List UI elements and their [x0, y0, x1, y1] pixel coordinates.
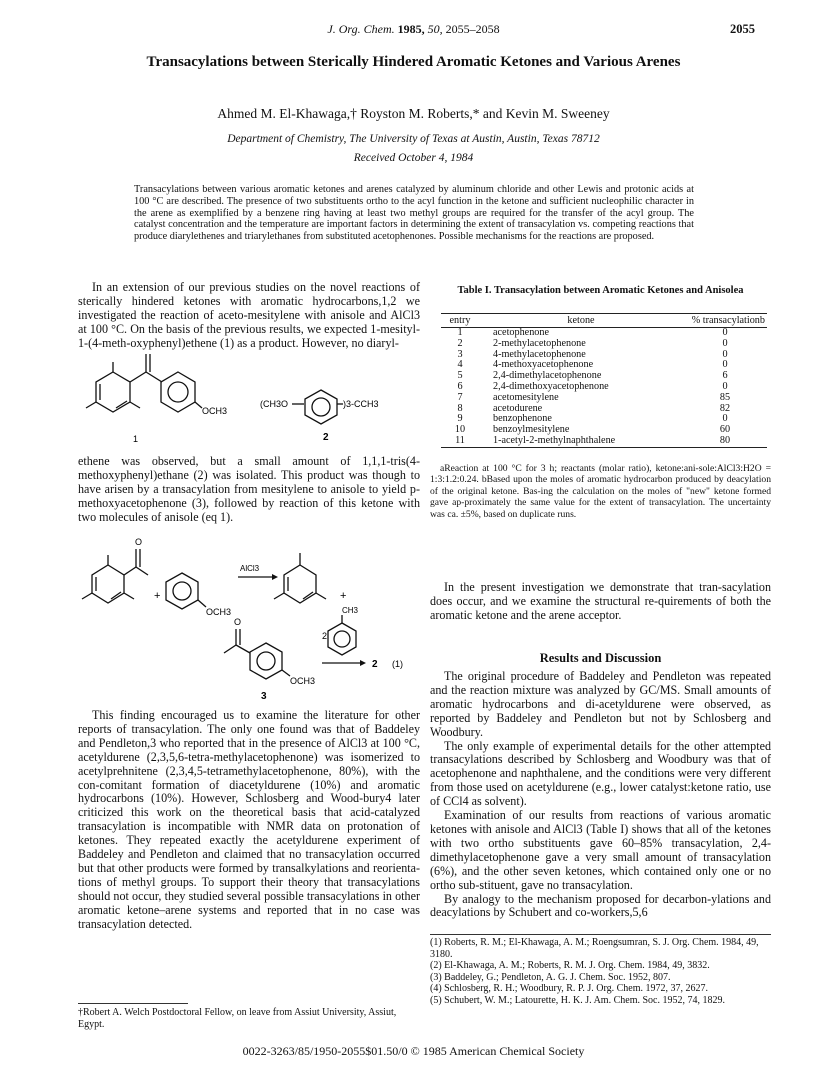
journal-name: J. Org. Chem.: [327, 22, 395, 36]
table-row: 9 benzophenone 0: [457, 413, 728, 425]
table-row: 6 2,4-dimethoxyacetophenone 0: [457, 380, 728, 392]
ketone-3-drawing: [224, 629, 290, 679]
abstract: [134, 184, 694, 243]
table-row: 5 2,4-dimethylacetophenone 6: [457, 370, 728, 382]
journal-volume: 50,: [427, 22, 443, 36]
table-row: 10 benzoylmesitylene 60: [454, 424, 731, 436]
reference-item: (4) Schlosberg, R. H.; Woodbury, R. P. J. Org. Chem. 1972, 37, 2627.: [430, 983, 708, 995]
ketone-3-label: 3: [261, 691, 267, 702]
ketone-3-substituent: OCH3: [290, 676, 316, 686]
structures-1-2: [78, 350, 420, 450]
journal-citation: [0, 22, 827, 37]
author-list: Ahmed M. El-Khawaga,† Royston M. Roberts,* and Kevin M. Sweeney: [217, 106, 610, 121]
equation-product: 2: [372, 659, 378, 670]
anisole-drawing: [166, 573, 206, 609]
header-transacylation: % transacylationb: [683, 314, 767, 328]
left-paragraph-3: [78, 709, 420, 932]
equation-number: (1): [392, 659, 403, 669]
toluene-coefficient: 2: [322, 631, 328, 641]
eq-plus-2: +: [340, 590, 347, 602]
footnote-text: †Robert A. Welch Postdoctoral Fellow, on leave from Assiut University, Assiut, Egypt.: [78, 1007, 397, 1030]
reference-item: (1) Roberts, R. M.; El-Khawaga, A. M.; Roengsumran, S. J. Org. Chem. 1984, 49, 3180.: [430, 937, 759, 960]
table-caption: Table I. Transacylation between Aromatic Ketones and Anisolea: [457, 285, 744, 296]
journal-year: 1985,: [397, 22, 425, 36]
table-footnote: [430, 463, 771, 520]
paragraph-text: This finding encouraged us to examine the literature for other reports of transacylation. The only one found was that of Baddeley and Pendleton,3 who reported that in the presence of AlCl3 at 100 °C, acetyldurene (2,3,5,6-tetra-methylacetophenone) was isomerized to acetylprehnitene (2,3,4,5-tetramethylacetophenone, 80%), with the con-comitant formation of diacetyldurene (10%) and aromatic hydrocarbons (10%). However, Schlosberg and Wood-bury4 later criticized this work on the theoretical basis that acid-catalyzed transacylation is incompatible with NMR data on protonation of ketones. They repeated exactly the acetyldurene experiment of Baddeley and Pendleton and claimed that no transacylation occurred but that other products were formed by transalkylations and reorienta-tions of methyl groups. To support their theory that transacylations should not occur, they studied several possible transacylations in other aromatic ketone–arene systems and reported that in no case was transacylation detected.: [78, 708, 420, 931]
table-row: 11 1-acetyl-2-methylnaphthalene 80: [441, 436, 767, 447]
article-title: Transacylations between Sterically Hindered Aromatic Ketones and Various Arenes: [146, 54, 681, 70]
reference-item: (3) Baddeley, G.; Pendleton, A. G. J. Chem. Soc. 1952, 807.: [430, 971, 671, 983]
references: [430, 937, 771, 1007]
author-footnote: [78, 1007, 420, 1030]
structure-2-ring: [292, 390, 343, 424]
reference-item: (2) El-Khawaga, A. M.; Roberts, R. M. J. Org. Chem. 1984, 49, 3832.: [430, 960, 710, 972]
structure-1-drawing: [86, 354, 202, 412]
right-paragraph-1: [430, 581, 771, 623]
table-row: 4 4-methoxyacetophenone 0: [457, 359, 728, 371]
section-heading: Results and Discussion: [539, 651, 662, 665]
page-number: 2055: [730, 22, 755, 36]
structure-1-label: 1: [133, 434, 139, 444]
mesitylene-drawing: [274, 553, 326, 603]
structure-2-left-group: (CH3O: [260, 399, 289, 409]
copyright-line: 0022-3263/85/1950-2055$01.50/0 © 1985 American Chemical Society: [242, 1044, 585, 1058]
second-anisole-substituent: CH3: [342, 606, 359, 615]
anisole-substituent: OCH3: [206, 607, 232, 617]
table-1: [441, 313, 767, 448]
received-date: Received October 4, 1984: [353, 152, 474, 164]
abstract-text: Transacylations between various aromatic ketones and arenes catalyzed by aluminum chloride and other Lewis and protonic acids at 100 °C are described. The presence of two substituents ortho to the acyl function in the ketone and sufficient nucleophilic character in the arene as exemplified by a benzene ring having at least two methyl groups are required for the transfer of the acyl group. The catalyst concentration and the temperature are important factors in determining the extent of transacylation vs. competing reactions that produce diarylethenes and triarylethanes from substituted acetophenones. Possible mechanisms for the reactions are proposed.: [134, 184, 694, 243]
table-header-row: [441, 314, 767, 328]
table-row: 7 acetomesitylene 85: [457, 391, 731, 403]
ketone-oxygen: O: [135, 537, 143, 547]
left-paragraph-1: [78, 281, 420, 351]
table-row: 1 acetophenone 0: [457, 327, 728, 338]
second-anisole-drawing: [328, 615, 356, 655]
paragraph-text: Examination of our results from reactions of various aromatic ketones with anisole and AlCl3 (Table I) shows that all of the ketones with two ortho substituents gave 60–85% transacylation, 2,4-dimethylacetophenone gave a very small amount of transacylation (6%), and the other seven ketones, which contained only one or no ortho sub-stituent, gave no transacylation.: [430, 808, 771, 892]
header-entry: entry: [441, 314, 479, 328]
equation-1: [78, 535, 420, 703]
reference-item: (5) Schubert, W. M.; Latourette, H. K. J. Am. Chem. Soc. 1952, 74, 1829.: [430, 994, 725, 1006]
header-ketone: ketone: [479, 314, 683, 328]
left-paragraph-2: [78, 455, 420, 525]
paragraph-text: In an extension of our previous studies on the novel reactions of sterically hindered ketones with aromatic hydrocarbons,1,2 we investigated the reaction of aceto-mesitylene with anisole and AlCl3 at 100 °C. On the basis of the previous results, we expected 1-mesityl-1-(4-meth-oxyphenyl)ethene (1) as a product. However, no diaryl-: [78, 280, 420, 350]
acetomesitylene-drawing: [82, 549, 148, 603]
affiliation: Department of Chemistry, The University of Texas at Austin, Austin, Texas 78712: [227, 133, 600, 145]
structure-1-substituent: OCH3: [202, 406, 228, 416]
journal-pages: 2055–2058: [445, 22, 500, 36]
table-row: 3 4-methylacetophenone 0: [457, 348, 728, 360]
table-row: 2 2-methylacetophenone 0: [457, 337, 728, 349]
paragraph-text: In the present investigation we demonstrate that tran-sacylation does occur, and we examine the structural re-quirements of both the aromatic ketone and the arene acceptor.: [430, 580, 771, 622]
right-paragraphs: [430, 670, 771, 920]
eq-plus-1: +: [154, 590, 161, 602]
ketone-3-oxygen: O: [234, 617, 242, 627]
paragraph-text: The only example of experimental details for the other attempted transacylations described by Schlosberg and Woodbury was that of acetophenone and naphthalene, and the conditions were very different from those used on acetyldurene (e.g., lower catalyst:ketone ratio, use of CCl4 as solvent).: [430, 738, 771, 809]
structure-2-right-group: )3-CCH3: [343, 399, 379, 409]
paragraph-text: By analogy to the mechanism proposed for decarbon-ylations and deacylations by Schubert and co-workers,5,6: [430, 891, 771, 920]
table-row: 8 acetodurene 82: [457, 402, 731, 414]
structure-2-label: 2: [323, 432, 329, 443]
paragraph-text: The original procedure of Baddeley and Pendleton was repeated and the reaction mixture was analyzed by GC/MS. Small amounts of aromatic hydrocarbons and di-acetyldurene were observed, as reported by Baddeley and Pendleton but not by Schlosberg and Woodbury.: [430, 669, 771, 739]
eq-reagent: AlCl3: [240, 564, 260, 573]
table-footnote-text: aReaction at 100 °C for 3 h; reactants (molar ratio), ketone:ani-sole:AlCl3:H2O = 1:3:1.2:0.24. bBased upon the moles of aromatic hydrocarbon produced by deacylation of the original ketone. Bas-ing the calculation on the moles of "new" ketone formed gave ap-proximately the same value for the extent of transacylation. The uncertainty was ca. ±5%, based on duplicate runs.: [430, 463, 771, 520]
paragraph-text: ethene was observed, but a small amount of 1,1,1-tris(4-methoxyphenyl)ethane (2) was isolated. This product was though to have arisen by a transacylation from mesitylene to anisole to yield p-methoxyacetophenone (3), followed by reaction of this ketone with two molecules of anisole (eq 1).: [78, 454, 420, 524]
